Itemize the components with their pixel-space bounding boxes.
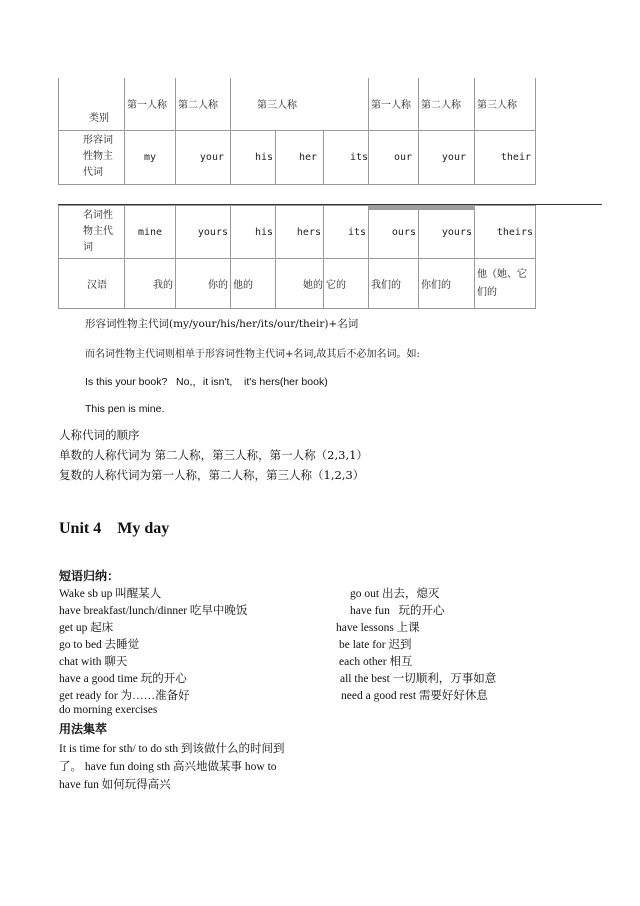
phrase-right-1: go out 出去，熄灭 [350,588,440,600]
row-label-noun-possessive [59,206,125,259]
cell-nide: 你的 [176,259,231,309]
cell-ours: ours [369,206,419,259]
cell-its-noun: its [324,206,369,259]
phrase-right-2: have fun 玩的开心 [350,605,445,617]
cell-yours: yours [176,206,231,259]
cell-theirs: theirs [475,206,536,259]
cell-his-noun: his [231,206,276,259]
phrase-left-5: chat with 聊天 [59,656,128,668]
order-plural: 复数的人称代词为第一人称，第二人称，第三人称（1,2,3） [59,468,365,482]
cell-her: her [276,130,324,184]
phrase-right-3: have lessons 上课 [336,622,420,634]
phrase-left-2: have breakfast/lunch/dinner 吃早中晚饭 [59,605,248,617]
phrase-right-5: each other 相互 [339,656,413,668]
cell-my: my [125,130,176,184]
header-second-person-plural: 第二人称 [419,78,475,130]
cell-tamende: 他（她、它们的 [475,259,536,309]
phrase-left-3: get up 起床 [59,622,114,634]
phrase-right-4: be late for 迟到 [339,639,412,651]
pronoun-table-bottom [58,205,536,309]
phrase-left-7: get ready for 为……准备好 [59,690,190,702]
cell-tade-she: 她的 [276,259,324,309]
usage-line-1: It is time for sth/ to do sth 到该做什么的时间到 [59,743,285,755]
note-adjective-rule: 形容词性物主代词(my/your/his/her/its/our/their)+名词 [85,318,359,330]
usage-line-3: have fun 如何玩得高兴 [59,779,171,791]
cell-womende: 我们的 [369,259,419,309]
cell-its: its [324,130,369,184]
cell-your-plural: your [419,130,475,184]
cell-nimende: 你们的 [419,259,475,309]
unit-title: Unit 4 My day [59,520,170,537]
header-third-person-plural: 第三人称 [475,78,536,130]
header-second-person: 第二人称 [176,78,231,130]
row-label-adjective-possessive [59,130,125,184]
cell-our: our [369,130,419,184]
cell-yours-plural: yours [419,206,475,259]
cell-his: his [231,130,276,184]
cell-their: their [475,130,536,184]
usage-line-2: 了。 have fun doing sth 高兴地做某事 how to [59,761,277,773]
cell-hers: hers [276,206,324,259]
pronoun-table-top [58,78,536,185]
row-label-adjective-possessive-text: 形容词性物主代词 [83,135,113,178]
row-label-noun-possessive-text: 名词性物主代词 [83,210,113,253]
highlight-bar [369,205,475,210]
phrase-left-8: do morning exercises [59,704,158,716]
note-example-2: This pen is mine. [85,403,165,415]
header-first-person-plural: 第一人称 [369,78,419,130]
header-third-person: 第三人称 [231,78,369,130]
row-label-chinese: 汉语 [59,259,125,309]
note-noun-rule: 而名词性物主代词则相单于形容词性物主代词+名词,故其后不必加名词。如: [85,349,420,360]
cell-your: your [176,130,231,184]
usage-heading: 用法集萃 [59,722,108,736]
note-example-1: Is this your book? No,，it isn't, it's hers(her book) [85,376,328,388]
phrase-right-7: need a good rest 需要好好休息 [341,690,488,702]
header-category: 类别 [59,78,125,130]
phrases-heading: 短语归纳： [59,569,120,583]
order-singular: 单数的人称代词为 第二人称，第三人称，第一人称（2,3,1） [59,448,368,462]
phrase-left-1: Wake sb up 叫醒某人 [59,588,162,600]
cell-mine: mine [125,206,176,259]
cell-wode: 我的 [125,259,176,309]
header-first-person: 第一人称 [125,78,176,130]
phrase-left-4: go to bed 去睡觉 [59,639,140,651]
order-title: 人称代词的顺序 [59,428,140,442]
phrase-left-6: have a good time 玩的开心 [59,673,187,685]
cell-tade-he: 他的 [231,259,276,309]
phrase-right-6: all the best 一切顺利，万事如意 [340,673,497,685]
cell-tade-it: 它的 [324,259,369,309]
